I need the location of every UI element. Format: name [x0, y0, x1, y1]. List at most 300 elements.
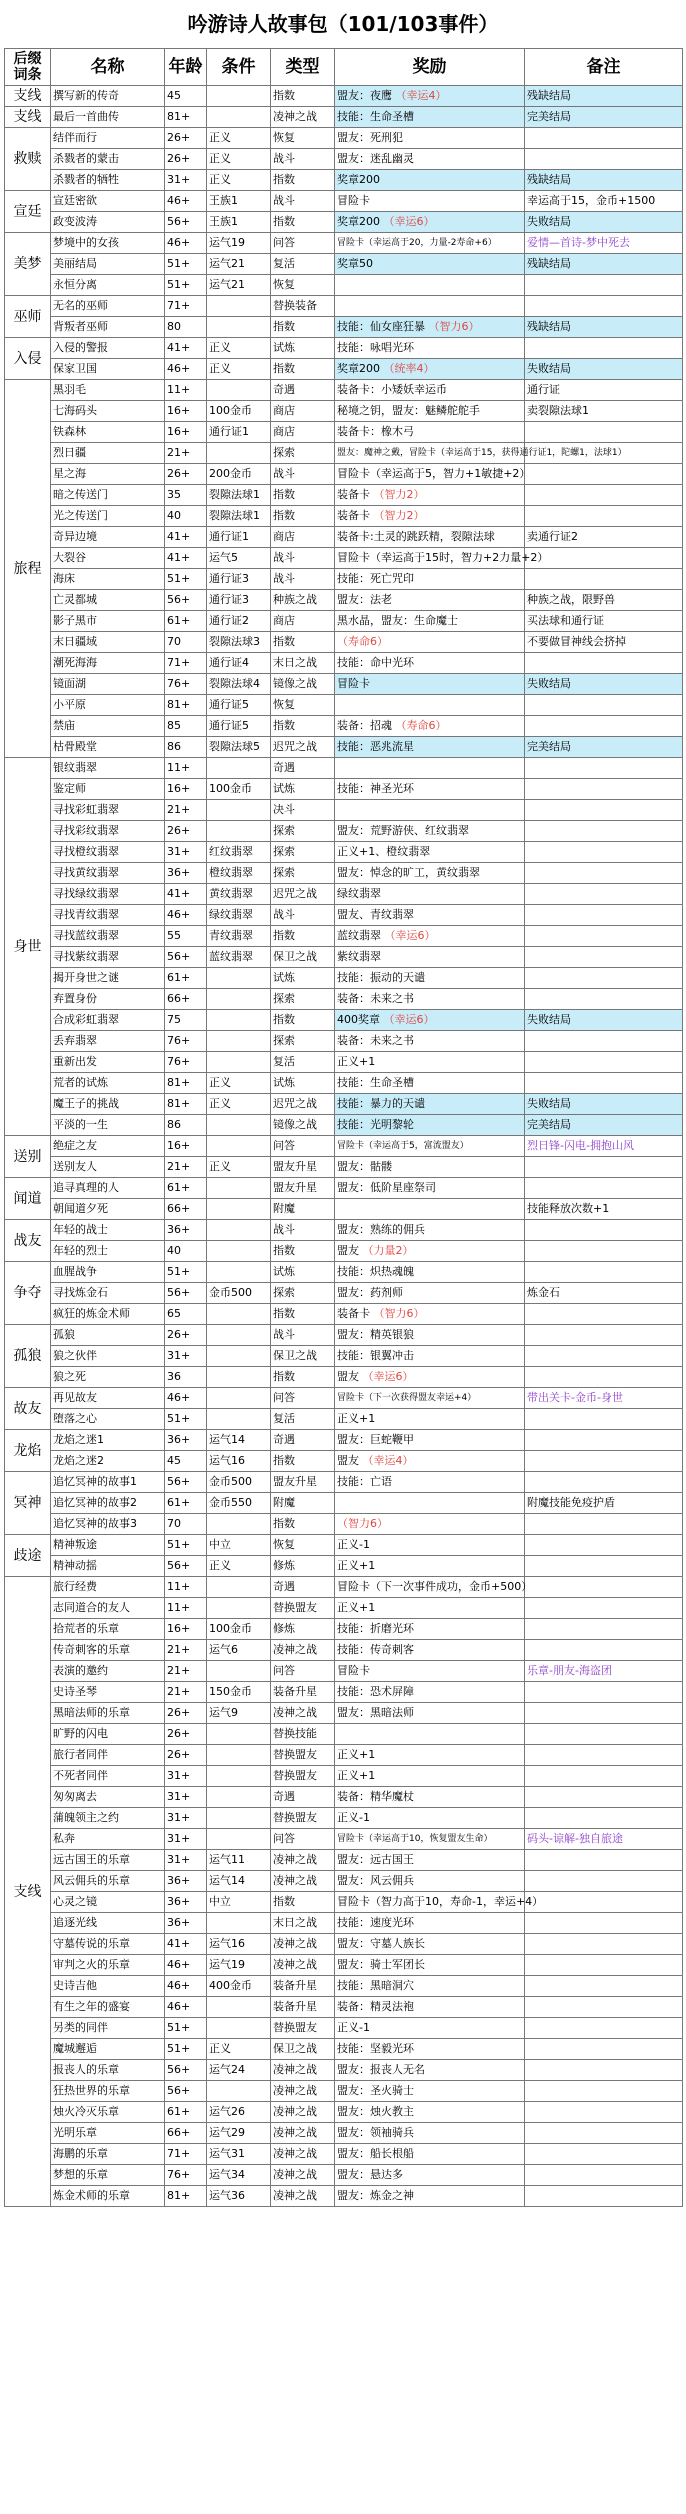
- age-cell: 46+: [165, 233, 207, 254]
- condition-cell: 裂隙法球4: [207, 674, 271, 695]
- age-cell: 31+: [165, 1787, 207, 1808]
- event-name-cell: 堕落之心: [51, 1409, 165, 1430]
- age-cell: 81+: [165, 695, 207, 716]
- event-name-cell: 海鹏的乐章: [51, 2144, 165, 2165]
- table-row: [5, 275, 683, 296]
- type-cell: 探索: [271, 989, 335, 1010]
- note-cell: [525, 1220, 683, 1241]
- reward-cell: [335, 695, 525, 716]
- age-cell: 51+: [165, 569, 207, 590]
- groups.7.rows.5.reward-segment: （智力2）: [373, 488, 425, 501]
- table-row: [5, 2018, 683, 2039]
- groups.18.rows.15.reward-segment: 冒险卡（智力高于10，寿命-1，幸运+4）: [337, 1895, 544, 1908]
- age-cell: 86: [165, 1115, 207, 1136]
- category-cell: 旅程: [5, 380, 51, 758]
- condition-cell: 100金币: [207, 1619, 271, 1640]
- event-name-cell: 海床: [51, 569, 165, 590]
- condition-cell: 运气16: [207, 1934, 271, 1955]
- note-cell: [525, 1640, 683, 1661]
- condition-cell: 金币500: [207, 1283, 271, 1304]
- event-name-cell: 揭开身世之谜: [51, 968, 165, 989]
- table-row: [5, 1430, 683, 1451]
- reward-cell: [335, 569, 525, 590]
- reward-cell: [335, 1031, 525, 1052]
- type-cell: 指数: [271, 317, 335, 338]
- table-body: [5, 86, 683, 2207]
- age-cell: 26+: [165, 128, 207, 149]
- type-cell: 复活: [271, 1409, 335, 1430]
- table-row: [5, 1556, 683, 1577]
- type-cell: 盟友升星: [271, 1157, 335, 1178]
- groups.10.rows.0.reward-segment: 盟友：低阶星座祭司: [337, 1181, 436, 1194]
- table-row: [5, 2081, 683, 2102]
- condition-cell: 正义: [207, 338, 271, 359]
- age-cell: 56+: [165, 1472, 207, 1493]
- age-cell: 16+: [165, 422, 207, 443]
- reward-cell: [335, 1409, 525, 1430]
- groups.18.rows.23.reward-segment: 盟友：报丧人无名: [337, 2063, 425, 2076]
- note-cell: [525, 1556, 683, 1577]
- category-cell: 争夺: [5, 1262, 51, 1325]
- reward-cell: [335, 1472, 525, 1493]
- event-name-cell: 寻找炼金石: [51, 1283, 165, 1304]
- event-name-cell: 远古国王的乐章: [51, 1850, 165, 1871]
- age-cell: 76+: [165, 2165, 207, 2186]
- condition-cell: [207, 1388, 271, 1409]
- groups.18.rows.29.reward-segment: 盟友：炼金之神: [337, 2189, 414, 2202]
- type-cell: 战斗: [271, 1220, 335, 1241]
- type-cell: 替换盟友: [271, 2018, 335, 2039]
- condition-cell: 400金币: [207, 1976, 271, 1997]
- table-row: [5, 1262, 683, 1283]
- groups.17.rows.0.reward-segment: 正义-1: [337, 1538, 370, 1551]
- event-name-cell: 炼金术师的乐章: [51, 2186, 165, 2207]
- groups.18.rows.20.reward-segment: 装备：精灵法袍: [337, 2000, 414, 2013]
- condition-cell: 王族1: [207, 191, 271, 212]
- age-cell: 26+: [165, 149, 207, 170]
- event-name-cell: 烈日疆: [51, 443, 165, 464]
- reward-cell: [335, 527, 525, 548]
- event-name-cell: 志同道合的友人: [51, 1598, 165, 1619]
- note-cell: [525, 2081, 683, 2102]
- type-cell: 装备升星: [271, 1682, 335, 1703]
- condition-cell: 100金币: [207, 401, 271, 422]
- reward-cell: [335, 1115, 525, 1136]
- age-cell: 31+: [165, 842, 207, 863]
- table-row: [5, 1619, 683, 1640]
- note-cell: [525, 275, 683, 296]
- groups.18.rows.2.reward-segment: 技能：折磨光环: [337, 1622, 414, 1635]
- event-name-cell: 暗之传送门: [51, 485, 165, 506]
- condition-cell: [207, 1031, 271, 1052]
- reward-cell: [335, 254, 525, 275]
- reward-cell: [335, 1220, 525, 1241]
- note-cell: 通行证: [525, 380, 683, 401]
- groups.3.rows.1.reward-segment: 奖章200: [337, 215, 384, 228]
- category-cell: 支线: [5, 107, 51, 128]
- groups.8.rows.4.reward-segment: 正义+1、橙纹翡翠: [337, 845, 431, 858]
- age-cell: 31+: [165, 1850, 207, 1871]
- reward-cell: [335, 2123, 525, 2144]
- age-cell: 81+: [165, 1073, 207, 1094]
- event-name-cell: 梦想的乐章: [51, 2165, 165, 2186]
- reward-cell: [335, 1262, 525, 1283]
- event-name-cell: 银纹翡翠: [51, 758, 165, 779]
- reward-cell: [335, 1598, 525, 1619]
- condition-cell: 裂隙法球3: [207, 632, 271, 653]
- event-name-cell: 丢弃翡翠: [51, 1031, 165, 1052]
- age-cell: 26+: [165, 1325, 207, 1346]
- type-cell: 装备升星: [271, 1997, 335, 2018]
- type-cell: 镜像之战: [271, 674, 335, 695]
- age-cell: 21+: [165, 443, 207, 464]
- age-cell: 61+: [165, 611, 207, 632]
- category-cell: 歧途: [5, 1535, 51, 1577]
- type-cell: 镜像之战: [271, 1115, 335, 1136]
- age-cell: 70: [165, 632, 207, 653]
- groups.8.rows.12.reward-segment: （幸运6）: [383, 1013, 435, 1026]
- event-name-cell: 风云佣兵的乐章: [51, 1871, 165, 1892]
- event-name-cell: 寻找紫纹翡翠: [51, 947, 165, 968]
- type-cell: 决斗: [271, 800, 335, 821]
- age-cell: 11+: [165, 1598, 207, 1619]
- type-cell: 附魔: [271, 1199, 335, 1220]
- event-name-cell: 龙焰之迷2: [51, 1451, 165, 1472]
- event-table: [4, 48, 683, 2207]
- note-cell: [525, 1661, 683, 1682]
- age-cell: 26+: [165, 821, 207, 842]
- condition-cell: [207, 1136, 271, 1157]
- age-cell: 31+: [165, 1346, 207, 1367]
- event-name-cell: 七海码头: [51, 401, 165, 422]
- type-cell: 问答: [271, 1136, 335, 1157]
- condition-cell: 运气26: [207, 2102, 271, 2123]
- table-row: [5, 947, 683, 968]
- event-name-cell: 传奇刺客的乐章: [51, 1640, 165, 1661]
- note-cell: [525, 1682, 683, 1703]
- table-row: [5, 1220, 683, 1241]
- event-name-cell: 寻找橙纹翡翠: [51, 842, 165, 863]
- type-cell: 替换盟友: [271, 1598, 335, 1619]
- type-cell: 奇遇: [271, 758, 335, 779]
- event-name-cell: 影子黑市: [51, 611, 165, 632]
- age-cell: 80: [165, 317, 207, 338]
- table-row: [5, 1493, 683, 1514]
- age-cell: 21+: [165, 800, 207, 821]
- age-cell: 71+: [165, 653, 207, 674]
- condition-cell: [207, 1997, 271, 2018]
- type-cell: 恢复: [271, 128, 335, 149]
- reward-cell: [335, 884, 525, 905]
- reward-cell: [335, 1241, 525, 1262]
- type-cell: 修炼: [271, 1556, 335, 1577]
- note-cell: [525, 2060, 683, 2081]
- groups.9.rows.0.reward-segment: 冒险卡（幸运高于5，富流盟友）: [337, 1141, 469, 1151]
- age-cell: 36+: [165, 1220, 207, 1241]
- type-cell: 指数: [271, 170, 335, 191]
- note-cell: [525, 1241, 683, 1262]
- groups.18.rows.16.reward-segment: 技能：速度光环: [337, 1916, 414, 1929]
- type-cell: 复活: [271, 1052, 335, 1073]
- reward-cell: [335, 275, 525, 296]
- groups.8.rows.3.reward-segment: 盟友：荒野游侠、红纹翡翠: [337, 824, 469, 837]
- note-cell: 失败结局: [525, 1094, 683, 1115]
- reward-cell: [335, 86, 525, 107]
- reward-cell: [335, 464, 531, 485]
- condition-cell: 运气14: [207, 1871, 271, 1892]
- groups.18.rows.26.reward-segment: 盟友：领袖骑兵: [337, 2126, 414, 2139]
- groups.14.rows.1.reward-segment: 正义+1: [337, 1412, 376, 1425]
- condition-cell: 通行证5: [207, 716, 271, 737]
- event-name-cell: 旅行经费: [51, 1577, 165, 1598]
- groups.7.rows.5.reward-segment: 装备卡: [337, 488, 374, 501]
- condition-cell: 通行证3: [207, 590, 271, 611]
- condition-cell: [207, 1346, 271, 1367]
- groups.8.rows.11.reward-segment: 装备：未来之书: [337, 992, 414, 1005]
- groups.7.rows.6.reward-segment: 装备卡: [337, 509, 374, 522]
- age-cell: 76+: [165, 674, 207, 695]
- groups.6.rows.0.reward-segment: 技能：咏唱光环: [337, 341, 414, 354]
- type-cell: 试炼: [271, 779, 335, 800]
- table-row: [5, 2165, 683, 2186]
- table-row: [5, 1766, 683, 1787]
- reward-cell: [335, 149, 525, 170]
- table-row: [5, 674, 683, 695]
- groups.0.rows.0.reward-segment: 盟友：夜鹰: [337, 89, 396, 102]
- category-cell: 美梦: [5, 233, 51, 296]
- type-cell: 凌神之战: [271, 2102, 335, 2123]
- groups.7.rows.6.reward-segment: （智力2）: [373, 509, 425, 522]
- age-cell: 46+: [165, 1997, 207, 2018]
- table-row: [5, 1157, 683, 1178]
- condition-cell: 运气19: [207, 1955, 271, 1976]
- type-cell: 指数: [271, 926, 335, 947]
- reward-cell: [335, 1346, 525, 1367]
- event-name-cell: 追寻真理的人: [51, 1178, 165, 1199]
- condition-cell: [207, 1241, 271, 1262]
- reward-cell: [335, 1640, 525, 1661]
- note-cell: [525, 1703, 683, 1724]
- note-cell: 失败结局: [525, 359, 683, 380]
- type-cell: 战斗: [271, 464, 335, 485]
- age-cell: 51+: [165, 1409, 207, 1430]
- table-row: [5, 107, 683, 128]
- note-cell: [525, 2186, 683, 2207]
- type-cell: 指数: [271, 716, 335, 737]
- reward-cell: [335, 506, 525, 527]
- type-cell: 凌神之战: [271, 2144, 335, 2165]
- age-cell: 75: [165, 1010, 207, 1031]
- type-cell: 保卫之战: [271, 947, 335, 968]
- groups.7.rows.9.reward-segment: 技能：死亡咒印: [337, 572, 414, 585]
- condition-cell: 运气11: [207, 1850, 271, 1871]
- groups.8.rows.10.reward-segment: 技能：振动的天谴: [337, 971, 425, 984]
- type-cell: 凌神之战: [271, 2081, 335, 2102]
- type-cell: 奇遇: [271, 380, 335, 401]
- condition-cell: 正义: [207, 170, 271, 191]
- groups.7.rows.12.reward-segment: （寿命6）: [337, 635, 388, 648]
- condition-cell: [207, 1598, 271, 1619]
- condition-cell: 正义: [207, 1556, 271, 1577]
- age-cell: 26+: [165, 1703, 207, 1724]
- note-cell: 不要做冒神线会挤掉: [525, 632, 683, 653]
- type-cell: 探索: [271, 1031, 335, 1052]
- groups.7.rows.13.reward-segment: 技能：命中光环: [337, 656, 414, 669]
- age-cell: 26+: [165, 1724, 207, 1745]
- groups.7.rows.16.reward-segment: 装备：招魂: [337, 719, 396, 732]
- groups.13.rows.2.reward-segment: （幸运6）: [362, 1370, 414, 1383]
- age-cell: 40: [165, 1241, 207, 1262]
- event-name-cell: 审判之火的乐章: [51, 1955, 165, 1976]
- table-row: [5, 569, 683, 590]
- age-cell: 31+: [165, 1829, 207, 1850]
- condition-cell: [207, 296, 271, 317]
- event-name-cell: 重新出发: [51, 1052, 165, 1073]
- event-name-cell: 黑暗法师的乐章: [51, 1703, 165, 1724]
- groups.12.rows.0.reward-segment: 技能：炽热魂魄: [337, 1265, 414, 1278]
- reward-cell: [335, 380, 525, 401]
- reward-cell: [335, 2102, 525, 2123]
- condition-cell: [207, 800, 271, 821]
- condition-cell: 青纹翡翠: [207, 926, 271, 947]
- event-name-cell: 表演的邀约: [51, 1661, 165, 1682]
- event-name-cell: 狂热世界的乐章: [51, 2081, 165, 2102]
- table-row: [5, 1871, 683, 1892]
- reward-cell: [335, 1094, 525, 1115]
- condition-cell: 运气29: [207, 2123, 271, 2144]
- groups.18.rows.19.reward-segment: 技能：黑暗洞穴: [337, 1979, 414, 1992]
- event-name-cell: 守墓传说的乐章: [51, 1934, 165, 1955]
- note-cell: [525, 464, 683, 485]
- age-cell: 51+: [165, 275, 207, 296]
- age-cell: 21+: [165, 1157, 207, 1178]
- note-cell: [525, 1745, 683, 1766]
- event-name-cell: 星之海: [51, 464, 165, 485]
- groups.18.rows.25.reward-segment: 盟友：烛火教主: [337, 2105, 414, 2118]
- age-cell: 16+: [165, 1136, 207, 1157]
- age-cell: 41+: [165, 884, 207, 905]
- event-name-cell: 狼之死: [51, 1367, 165, 1388]
- groups.18.rows.0.reward-segment: 冒险卡（下一次事件成功，金币+500）: [337, 1580, 533, 1593]
- event-name-cell: 疯狂的炼金术师: [51, 1304, 165, 1325]
- event-name-cell: 保家卫国: [51, 359, 165, 380]
- groups.8.rows.7.reward-segment: 盟友、青纹翡翠: [337, 908, 414, 921]
- table-row: [5, 1073, 683, 1094]
- age-cell: 56+: [165, 590, 207, 611]
- table-row: [5, 800, 683, 821]
- age-cell: 51+: [165, 2039, 207, 2060]
- age-cell: 66+: [165, 2123, 207, 2144]
- note-cell: [525, 1304, 683, 1325]
- condition-cell: [207, 1325, 271, 1346]
- table-row: [5, 1892, 683, 1913]
- condition-cell: 运气21: [207, 254, 271, 275]
- note-cell: [525, 905, 683, 926]
- groups.15.rows.1.reward-segment: 盟友: [337, 1454, 363, 1467]
- reward-cell: [335, 1535, 525, 1556]
- age-cell: 40: [165, 506, 207, 527]
- condition-cell: [207, 1661, 271, 1682]
- groups.8.rows.5.reward-segment: 盟友：悼念的旷工，黄纹翡翠: [337, 866, 480, 879]
- type-cell: 凌神之战: [271, 2060, 335, 2081]
- reward-cell: [335, 2060, 525, 2081]
- table-row: [5, 338, 683, 359]
- age-cell: 36+: [165, 1892, 207, 1913]
- table-row: [5, 485, 683, 506]
- age-cell: 16+: [165, 779, 207, 800]
- age-cell: 31+: [165, 1766, 207, 1787]
- event-name-cell: 追忆冥神的故事3: [51, 1514, 165, 1535]
- groups.7.rows.11.reward-segment: 黑水晶，盟友：生命魔士: [337, 614, 458, 627]
- note-cell: 完美结局: [525, 737, 683, 758]
- note-cell: 失败结局: [525, 1010, 683, 1031]
- groups.18.rows.6.reward-segment: 盟友：黑暗法师: [337, 1706, 414, 1719]
- note-cell: [525, 989, 683, 1010]
- condition-cell: 金币550: [207, 1493, 271, 1514]
- note-cell: [525, 1913, 683, 1934]
- event-name-cell: 杀戮者的蒙击: [51, 149, 165, 170]
- type-cell: 战斗: [271, 905, 335, 926]
- age-cell: 41+: [165, 1934, 207, 1955]
- event-name-cell: 不死者同伴: [51, 1766, 165, 1787]
- groups.14.rows.0.reward-segment: 冒险卡（下一次获得盟友幸运+4）: [337, 1393, 477, 1403]
- note-cell: [525, 1598, 683, 1619]
- reward-cell: [335, 1283, 525, 1304]
- groups.18.rows.28.reward-segment: 盟友：悬达多: [337, 2168, 403, 2181]
- event-name-cell: 结伴而行: [51, 128, 165, 149]
- type-cell: 迟咒之战: [271, 1094, 335, 1115]
- reward-cell: [335, 170, 525, 191]
- table-row: [5, 443, 683, 464]
- age-cell: 61+: [165, 968, 207, 989]
- note-cell: 种族之战，限野兽: [525, 590, 683, 611]
- age-cell: 71+: [165, 296, 207, 317]
- type-cell: 战斗: [271, 548, 335, 569]
- note-cell: [525, 1367, 683, 1388]
- table-row: [5, 1913, 683, 1934]
- note-cell: [525, 1997, 683, 2018]
- type-cell: 商店: [271, 611, 335, 632]
- age-cell: 76+: [165, 1052, 207, 1073]
- note-cell: [525, 926, 683, 947]
- note-cell: [525, 1388, 683, 1409]
- condition-cell: [207, 1829, 271, 1850]
- type-cell: 指数: [271, 212, 335, 233]
- event-name-cell: 梦境中的女孩: [51, 233, 165, 254]
- header-type: 类型: [271, 49, 335, 86]
- reward-cell: [335, 1829, 525, 1850]
- note-cell: [525, 842, 683, 863]
- reward-cell: [335, 359, 525, 380]
- groups.3.rows.0.reward-segment: 冒险卡: [337, 194, 370, 207]
- note-cell: [525, 128, 683, 149]
- note-cell: [525, 1976, 683, 1997]
- event-name-cell: 弃置身份: [51, 989, 165, 1010]
- condition-cell: [207, 758, 271, 779]
- condition-cell: 正义: [207, 1157, 271, 1178]
- reward-cell: [335, 191, 525, 212]
- note-cell: [525, 1073, 683, 1094]
- condition-cell: [207, 1808, 271, 1829]
- condition-cell: 100金币: [207, 779, 271, 800]
- condition-cell: 红纹翡翠: [207, 842, 271, 863]
- groups.12.rows.2.reward-segment: （智力6）: [373, 1307, 425, 1320]
- note-cell: [525, 1787, 683, 1808]
- event-name-cell: 亡灵都城: [51, 590, 165, 611]
- note-cell: 附魔技能免疫护盾: [525, 1493, 683, 1514]
- note-cell: [525, 800, 683, 821]
- table-row: [5, 695, 683, 716]
